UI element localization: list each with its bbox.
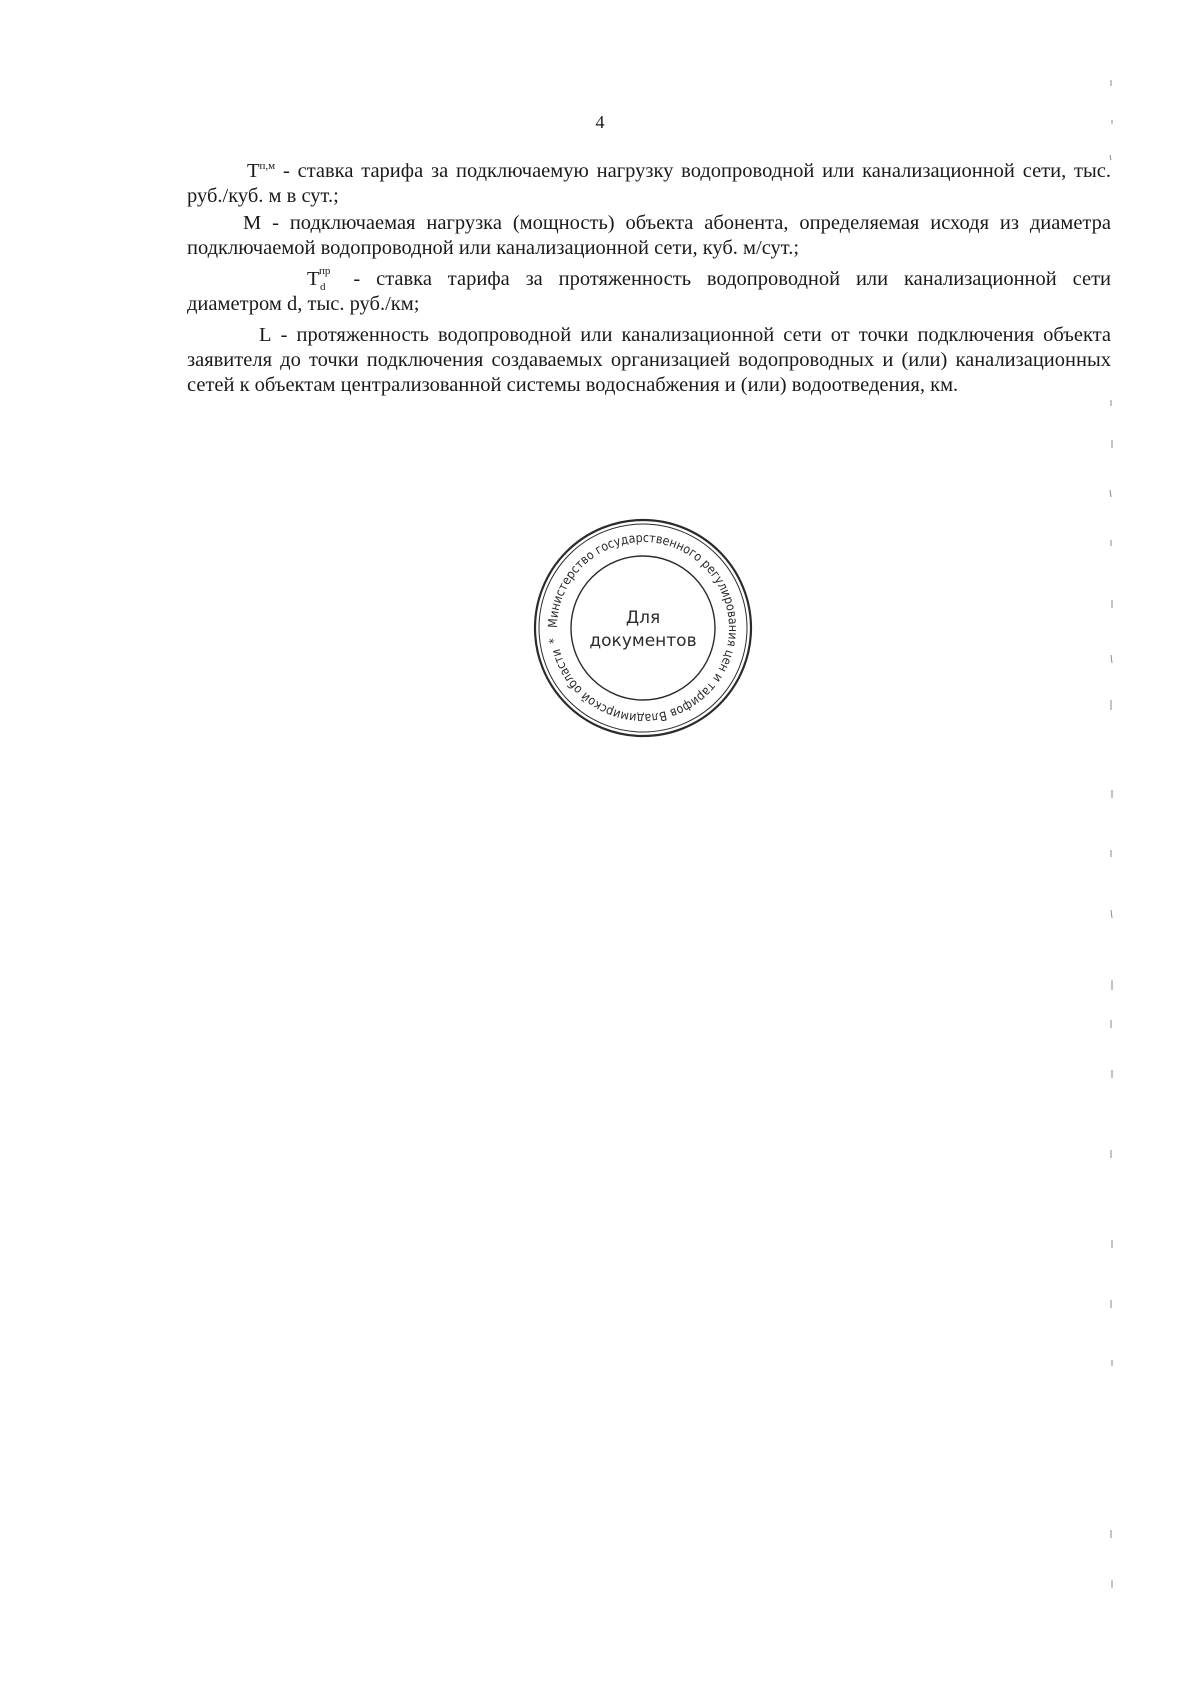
stamp-seal [530, 515, 756, 741]
stamp-center-line1: Для [625, 608, 661, 628]
definition-text: - ставка тарифа за протяженность водопроводной или канализационной сети диаметром d, тыс. руб./км; [187, 267, 1111, 315]
definition-text: - ставка тарифа за подключаемую нагрузку водопроводной или канализационной сети, тыс. руб./куб. м в сут.; [187, 159, 1111, 207]
definition-text: - протяженность водопроводной или канализационной сети от точки подключения объекта заявителя до точки подключения создаваемых организацией водопроводных и (или) канализационных сетей к объектам централизованной системы водоснабжения и (или) водоотведения, км. [187, 323, 1111, 396]
definition-length [187, 323, 1111, 398]
definition-tariff-load [187, 154, 1111, 209]
official-stamp [530, 515, 756, 741]
symbol-m: М [243, 211, 262, 234]
stamp-ring-text: Министерство государственного регулирования цен и тарифов Владимирской области* [544, 529, 742, 727]
symbol-superscript: пр [319, 264, 331, 277]
stamp-center-line2: документов [589, 631, 697, 651]
stamp-outer-ring [535, 520, 751, 736]
stamp-outer-ring-inner [539, 524, 747, 732]
definition-tariff-length [187, 264, 1111, 317]
definitions-block [187, 154, 1111, 400]
symbol-l: L [259, 323, 272, 346]
scan-edge-marks [1104, 60, 1118, 1660]
page-number: 4 [595, 112, 605, 132]
symbol-td [247, 264, 331, 293]
stamp-inner-ring [571, 556, 715, 700]
definition-load [187, 211, 1111, 261]
symbol-t: Т [307, 267, 320, 290]
symbol-t: Т [247, 159, 260, 182]
definition-text: - подключаемая нагрузка (мощность) объекта абонента, определяемая исходя из диаметра подключаемой водопроводной или канализационной сети, куб. м/сут.; [187, 211, 1111, 259]
symbol-superscript: п,м [259, 160, 276, 172]
symbol-subscript: d [320, 280, 326, 293]
